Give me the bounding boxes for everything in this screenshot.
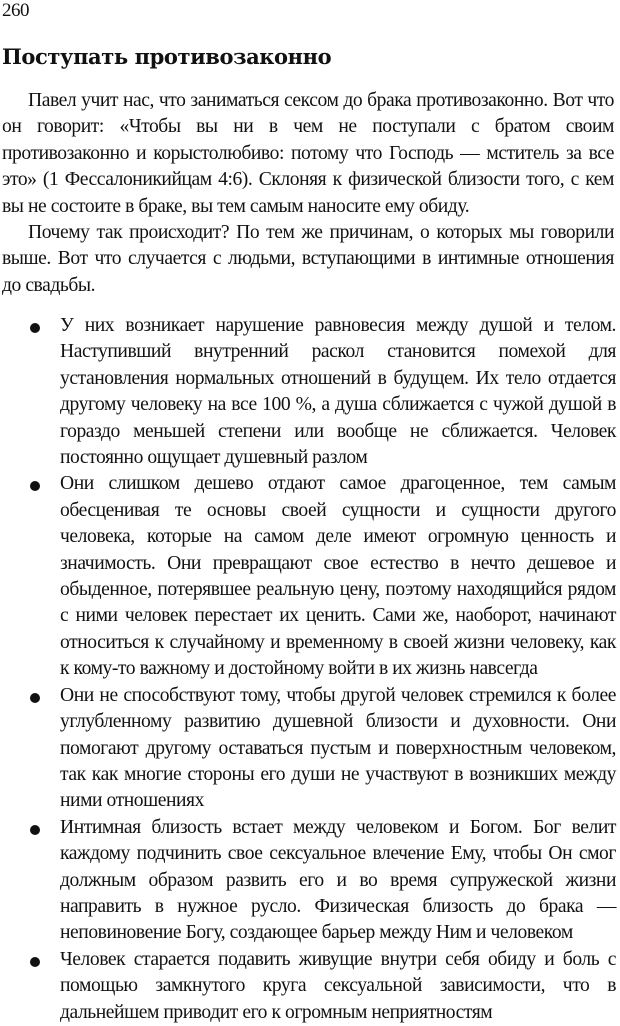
bullet-item xyxy=(60,947,616,1026)
bullet-item xyxy=(60,313,616,471)
bullet-icon xyxy=(30,481,40,491)
bullet-icon xyxy=(30,693,40,703)
paragraph: Почему так происходит? По тем же причинам, о которых мы говорили выше. Вот что случается с людьми, вступающими в интимные отношения до свадьбы. xyxy=(2,222,614,296)
bullet-text: Они не способствуют тому, чтобы другой человек стремился к более углубленному развитию душевной близости и духовности. Они помогают другому оставаться пустым и поверхностным человеком, так как многие стороны его души не участвуют в возникших между ними отношениях xyxy=(60,684,616,812)
bullet-text: Они слишком дешево отдают самое драгоценное, тем самым обесценивая те основы своей сущности и сущности другого человека, которые на самом деле имеют огромную ценность и значимость. Они превращают свое естество в нечто дешевое и обыденное, потерявшее реальную цену, поэтому находящийся рядом с ними человек перестает их ценить. Сами же, наоборот, начинают относиться к случайному и временному в своей жизни человеку, как к кому-то важному и достойному войти в их жизнь навсегда xyxy=(60,473,616,680)
body-text xyxy=(2,88,614,299)
bullet-item xyxy=(60,683,616,815)
section-heading: Поступать противозаконно xyxy=(2,44,332,69)
bullet-icon xyxy=(30,957,40,967)
bullet-text: У них возникает нарушение равновесия между душой и телом. Наступивший внутренний раскол становится помехой для установления нормальных отношений в будущем. Их тело отдается другому человеку на все 100 %, а душа сближается с чужой душой в гораздо меньшей степени или вообще не сближается. Человек постоянно ощущает душевный разлом xyxy=(60,315,616,469)
bullet-item xyxy=(60,815,616,947)
bullet-item xyxy=(60,471,616,682)
bullet-list xyxy=(60,313,616,1026)
bullet-text: Человек старается подавить живущие внутри себя обиду и боль с помощью замкнутого круга сексуальной зависимости, что в дальнейшем приводит его к огромным неприятностям xyxy=(60,948,616,1023)
page-number: 260 xyxy=(2,0,29,21)
paragraph: Павел учит нас, что заниматься сексом до брака противозаконно. Вот что он говорит: «Чтобы вы ни в чем не поступали с братом своим противозаконно и корыстолюбиво: потому что Господь — мститель за все это» (1 Фессалоникийцам 4:6). Склоняя к физической близости того, с кем вы не состоите в браке, вы тем самым наносите ему обиду. xyxy=(2,90,614,217)
bullet-icon xyxy=(30,825,40,835)
bullet-text: Интимная близость встает между человеком и Богом. Бог велит каждому подчинить свое сексуальное влечение Ему, чтобы Он смог должным образом развить его и во время супружеской жизни направить в нужное русло. Физическая близость до брака — неповиновение Богу, создающее барьер между Ним и человеком xyxy=(60,816,616,944)
bullet-icon xyxy=(30,323,40,333)
